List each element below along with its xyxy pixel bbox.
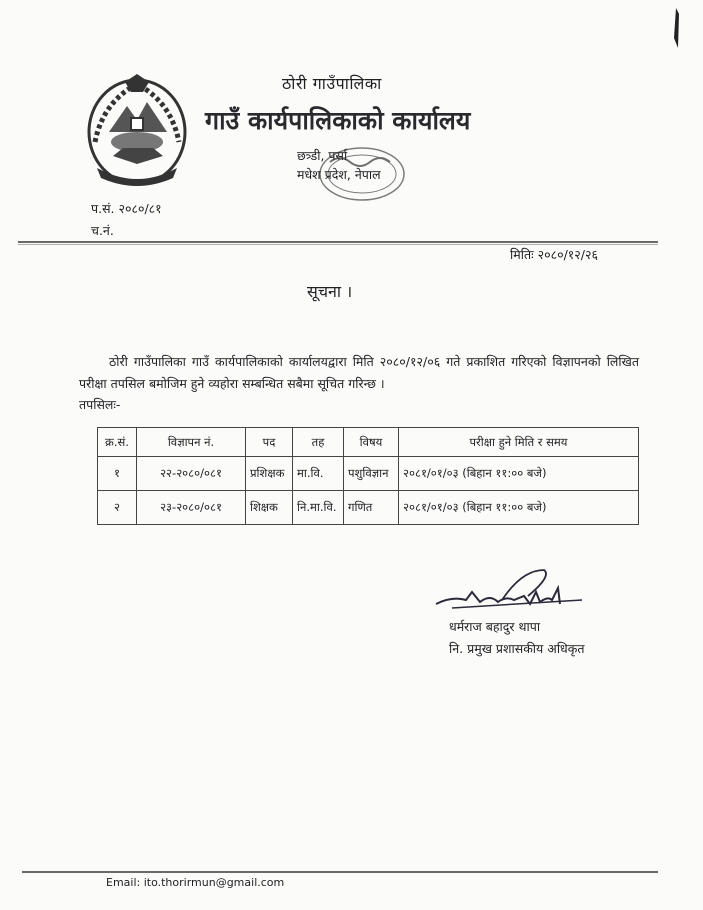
table-row <box>98 491 639 525</box>
column-header-exam-datetime: परीक्षा हुने मिति र समय <box>399 428 639 457</box>
nepal-emblem-icon <box>83 72 191 190</box>
header-divider-thin <box>18 244 658 245</box>
signatory-name: धर्मराज बहादुर थापा <box>449 619 541 634</box>
cell-level: मा.वि. <box>293 457 344 491</box>
cell-exam-datetime: २०८१/०१/०३ (बिहान ११:०० बजे) <box>399 457 639 491</box>
details-label: तपसिलः- <box>79 397 121 412</box>
cell-subject: पशुविज्ञान <box>344 457 399 491</box>
column-header-advertisement: विज्ञापन नं. <box>137 428 246 457</box>
cell-exam-datetime: २०८१/०१/०३ (बिहान ११:०० बजे) <box>399 491 639 525</box>
exam-schedule-table <box>97 427 639 525</box>
column-header-post: पद <box>246 428 293 457</box>
footer-email: Email: ito.thorirmun@gmail.com <box>106 876 285 889</box>
notice-title: सूचना । <box>307 282 353 301</box>
office-name: गाउँ कार्यपालिकाको कार्यालय <box>205 106 471 135</box>
cell-advertisement: २३-२०८०/०८१ <box>137 491 246 525</box>
signature-icon <box>432 566 592 621</box>
notice-body: ठोरी गाउँपालिका गाउँ कार्यपालिकाको कार्यालयद्वारा मिति २०८०/१२/०६ गते प्रकाशित गरिएको विज्ञापनको लिखित परीक्षा तपसिल बमोजिम हुने व्यहोरा सम्बन्धित सबैमा सूचित गरिन्छ । <box>79 354 639 391</box>
table-row <box>98 457 639 491</box>
signatory-title: नि. प्रमुख प्रशासकीय अधिकृत <box>449 641 585 656</box>
column-header-serial: क्र.सं. <box>98 428 137 457</box>
scan-edge-mark-icon <box>670 8 680 48</box>
column-header-level: तह <box>293 428 344 457</box>
cell-advertisement: २२-२०८०/०८१ <box>137 457 246 491</box>
column-header-subject: विषय <box>344 428 399 457</box>
footer-divider <box>22 871 658 873</box>
table-header-row <box>98 428 639 457</box>
cell-subject: गणित <box>344 491 399 525</box>
notice-date: मितिः २०८०/१२/२६ <box>510 247 598 262</box>
office-address: छत्र्डी, पर्सा मधेश प्रदेश, नेपाल <box>297 148 381 182</box>
cell-serial: २ <box>98 491 137 525</box>
cell-post: प्रशिक्षक <box>246 457 293 491</box>
municipality-name: ठोरी गाउँपालिका <box>282 74 382 93</box>
dispatch-number: च.नं. <box>91 223 114 238</box>
reference-number: प.सं. २०८०/८१ <box>91 201 162 216</box>
cell-post: शिक्षक <box>246 491 293 525</box>
cell-serial: १ <box>98 457 137 491</box>
cell-level: नि.मा.वि. <box>293 491 344 525</box>
header-divider <box>18 241 658 243</box>
